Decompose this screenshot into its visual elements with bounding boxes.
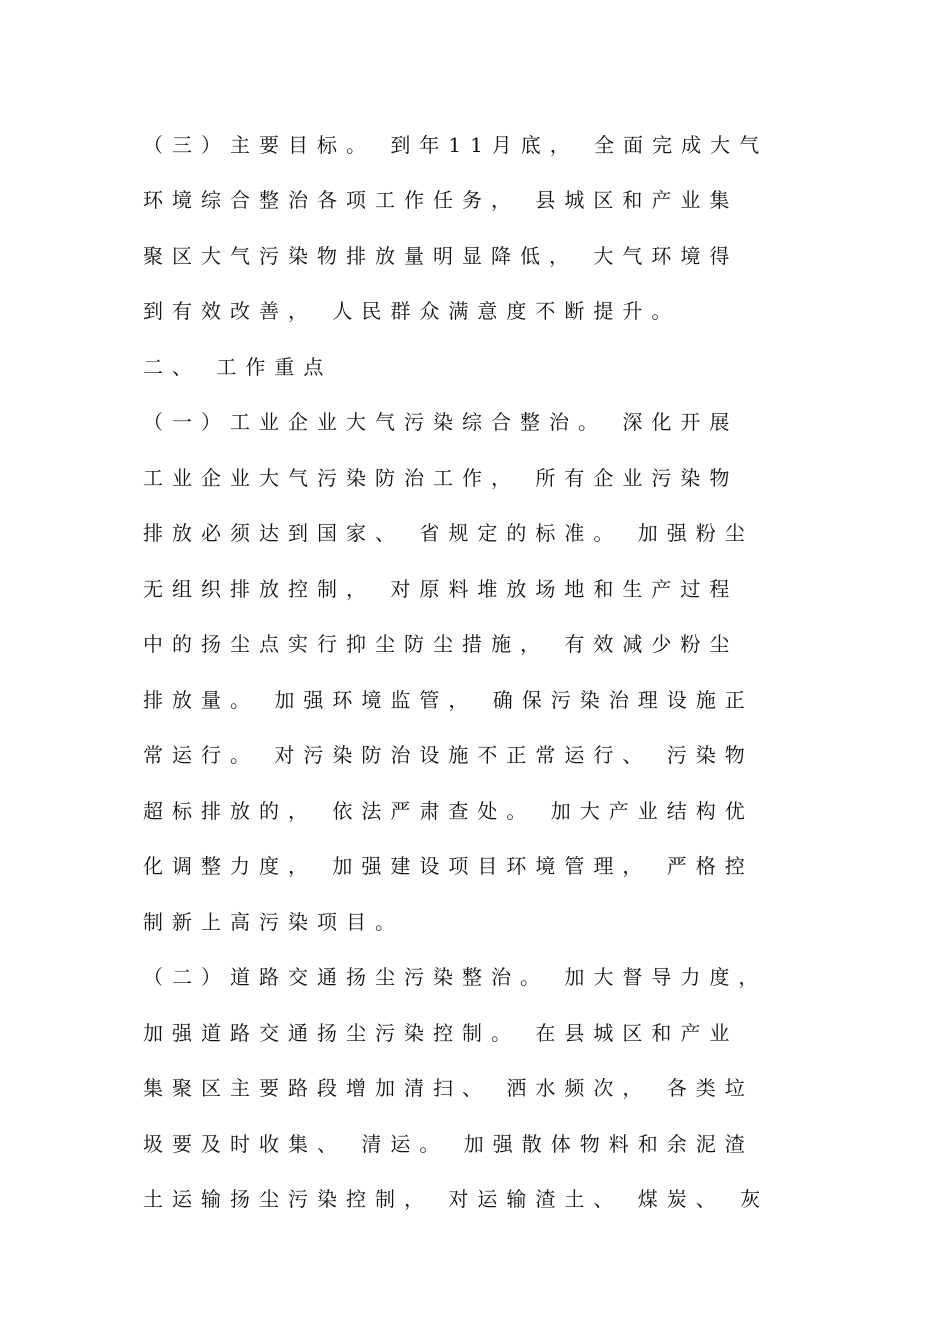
text-line-16: （二）道路交通扬尘污染整治。 加大督导力度， — [143, 965, 768, 989]
text-line-6: （一）工业企业大气污染综合整治。 深化开展 — [143, 410, 739, 434]
text-line-20: 土运输扬尘污染控制， 对运输渣土、 煤炭、 灰 — [143, 1187, 770, 1211]
text-line-4: 到有效改善， 人民群众满意度不断提升。 — [143, 299, 681, 323]
text-line-9: 无组织排放控制， 对原料堆放场地和生产过程 — [143, 577, 739, 601]
text-line-3: 聚区大气污染物排放量明显降低， 大气环境得 — [143, 244, 739, 268]
text-line-10: 中的扬尘点实行抑尘防尘措施， 有效减少粉尘 — [143, 632, 739, 656]
text-line-15: 制新上高污染项目。 — [143, 910, 404, 934]
text-line-11: 排放量。 加强环境监管， 确保污染治理设施正 — [143, 688, 754, 712]
text-line-8: 排放必须达到国家、 省规定的标准。 加强粉尘 — [143, 521, 754, 545]
section-heading: 二、 工作重点 — [143, 355, 333, 379]
text-line-1: （三）主要目标。 到年11月底， 全面完成大气 — [143, 133, 769, 157]
text-line-13: 超标排放的， 依法严肃查处。 加大产业结构优 — [143, 799, 754, 823]
text-line-19: 圾要及时收集、 清运。 加强散体物料和余泥渣 — [143, 1132, 754, 1156]
text-line-14: 化调整力度， 加强建设项目环境管理， 严格控 — [143, 854, 754, 878]
text-line-7: 工业企业大气污染防治工作， 所有企业污染物 — [143, 466, 739, 490]
text-line-2: 环境综合整治各项工作任务， 县城区和产业集 — [143, 188, 739, 212]
text-line-17: 加强道路交通扬尘污染控制。 在县城区和产业 — [143, 1021, 739, 1045]
text-line-12: 常运行。 对污染防治设施不正常运行、 污染物 — [143, 743, 754, 767]
text-line-18: 集聚区主要路段增加清扫、 洒水频次， 各类垃 — [143, 1076, 754, 1100]
